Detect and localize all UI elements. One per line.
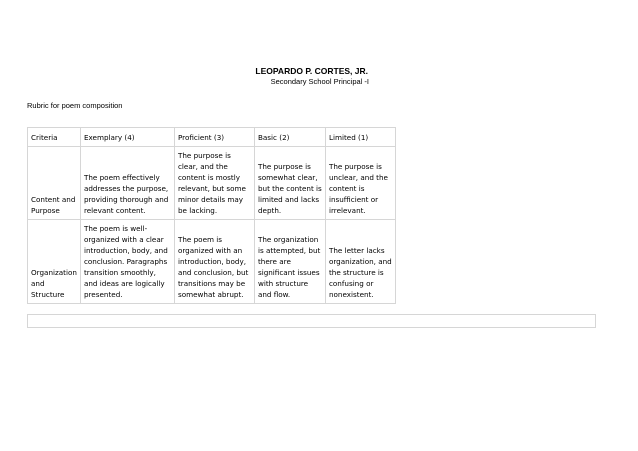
- rubric-table: [27, 127, 396, 304]
- table-row: [28, 147, 396, 220]
- header-limited: Limited (1): [325, 128, 395, 147]
- signatory-position: Secondary School Principal -I: [270, 77, 369, 86]
- cell-limited: The letter lacks organization, and the structure is confusing or nonexistent.: [325, 220, 395, 304]
- table-row: [28, 220, 396, 304]
- cell-criteria: Content and Purpose: [28, 147, 81, 220]
- rubric-header-row: [28, 128, 396, 147]
- cell-basic: The organization is attempted, but there are significant issues with structure and flow.: [254, 220, 325, 304]
- cell-proficient: The poem is organized with an introduction, body, and conclusion, but transitions may be somewhat abrupt.: [174, 220, 254, 304]
- cell-criteria: Organization and Structure: [28, 220, 81, 304]
- header-exemplary: Exemplary (4): [80, 128, 174, 147]
- header-criteria: Criteria: [28, 128, 81, 147]
- header-basic: Basic (2): [254, 128, 325, 147]
- cell-exemplary: The poem is well-organized with a clear introduction, body, and conclusion. Paragraphs transition smoothly, and ideas are logically presented.: [80, 220, 174, 304]
- document-title: Rubric for poem composition: [27, 101, 123, 110]
- cell-limited: The purpose is unclear, and the content is insufficient or irrelevant.: [325, 147, 395, 220]
- cell-exemplary: The poem effectively addresses the purpose, providing thorough and relevant content.: [80, 147, 174, 220]
- cell-basic: The purpose is somewhat clear, but the content is limited and lacks depth.: [254, 147, 325, 220]
- signatory-name: LEOPARDO P. CORTES, JR.: [255, 66, 368, 76]
- empty-footer-box: [27, 314, 596, 328]
- header-proficient: Proficient (3): [174, 128, 254, 147]
- cell-proficient: The purpose is clear, and the content is mostly relevant, but some minor details may be lacking.: [174, 147, 254, 220]
